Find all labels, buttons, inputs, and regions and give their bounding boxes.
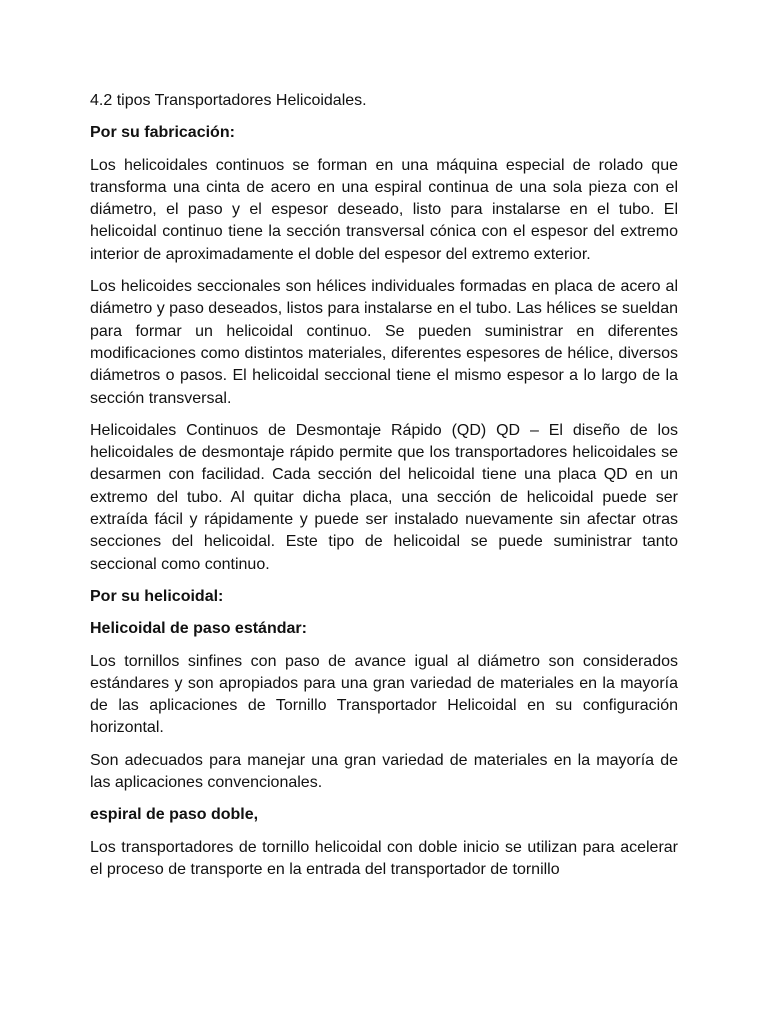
paragraph-paso-estandar: Los tornillos sinfines con paso de avance igual al diámetro son considerados estándares y son apropiados para una gran variedad de materiales en la mayoría de las aplicaciones de Tornillo Transportador Helicoidal en su configuración horizontal.: [90, 652, 678, 737]
document-page: [90, 90, 678, 891]
subsection-title-paso-estandar: Helicoidal de paso estándar:: [90, 620, 307, 638]
subsection-title-paso-doble: espiral de paso doble,: [90, 806, 259, 824]
section-title-helicoidal: Por su helicoidal:: [90, 587, 224, 605]
section-title-fabricacion: Por su fabricación:: [90, 124, 235, 142]
paragraph-doble-inicio: Los transportadores de tornillo helicoidal con doble inicio se utilizan para acelerar el proceso de transporte en la entrada del transportador de tornillo: [90, 838, 678, 878]
paragraph-adecuados: Son adecuados para manejar una gran variedad de materiales en la mayoría de las aplicaciones convencionales.: [90, 751, 678, 792]
paragraph-desmontaje-rapido: Helicoidales Continuos de Desmontaje Rápido (QD) QD – El diseño de los helicoidales de desmontaje rápido permite que los transportadores helicoidales se desarmen con facilidad. Cada sección del helicoidal tiene una placa QD en un extremo del tubo. Al quitar dicha placa, una sección de helicoidal puede ser extraída fácil y rápidamente y puede ser instalado nuevamente sin afectar otras secciones del helicoidal. Este tipo de helicoidal se puede suministrar tanto seccional como continuo.: [90, 421, 678, 573]
document-heading: 4.2 tipos Transportadores Helicoidales.: [90, 92, 367, 109]
paragraph-helicoides-seccionales: Los helicoides seccionales son hélices individuales formadas en placa de acero al diámetro y paso deseados, listos para instalarse en el tubo. Las hélices se sueldan para formar un helicoidal continuo. Se pueden suministrar en diferentes modificaciones como distintos materiales, diferentes espesores de hélice, diversos diámetros o pasos. El helicoidal seccional tiene el mismo espesor a lo largo de la sección transversal.: [90, 278, 678, 407]
paragraph-helicoidales-continuos: Los helicoidales continuos se forman en una máquina especial de rolado que transforma una cinta de acero en una espiral continua de una sola pieza con el diámetro, el paso y el espesor deseado, listo para instalarse en el tubo. El helicoidal continuo tiene la sección transversal cónica con el espesor del extremo interior de aproximadamente el doble del espesor del extremo exterior.: [90, 156, 678, 263]
